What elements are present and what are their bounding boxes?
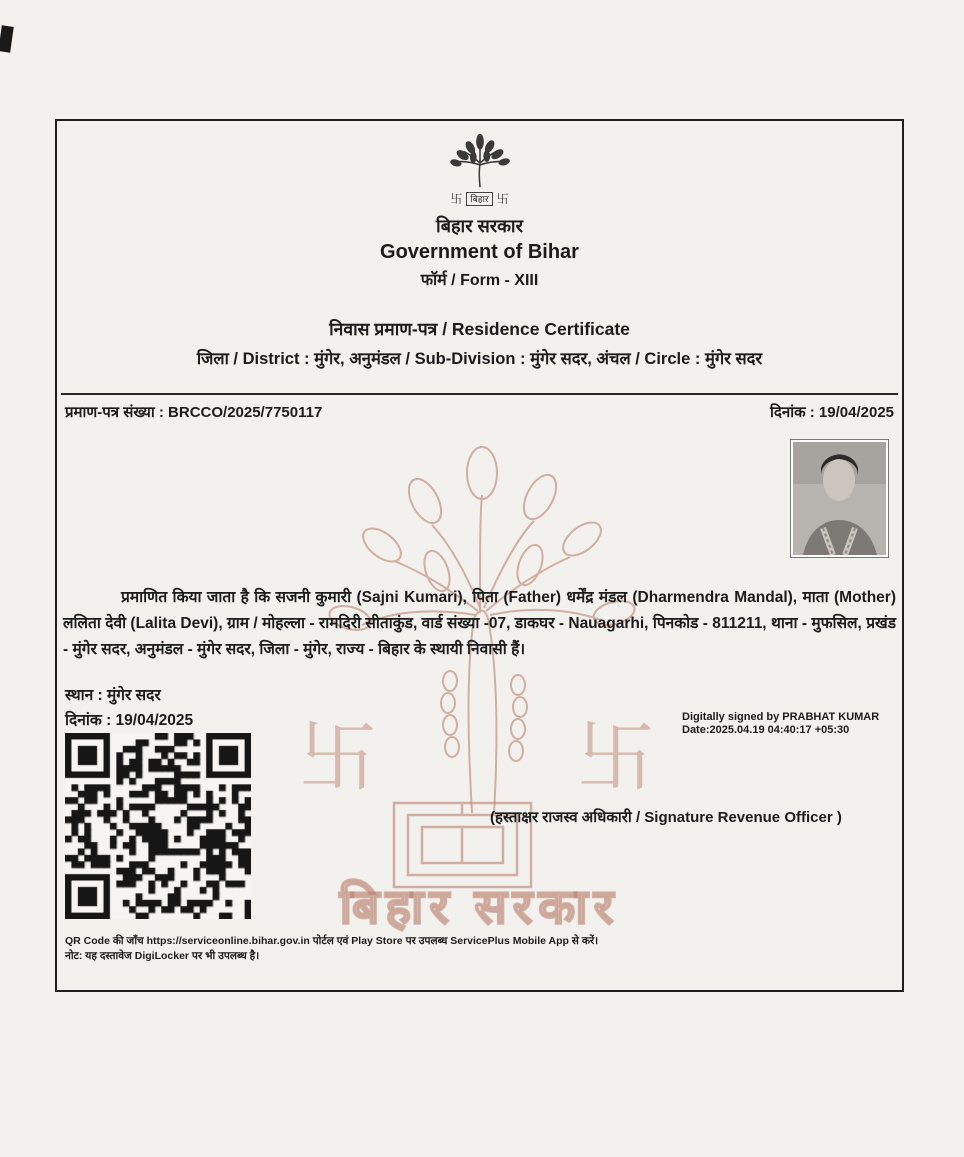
digital-signature-block [682, 711, 912, 737]
emblem-swastika-right-icon: 卐 [496, 192, 509, 206]
certificate-header [57, 131, 902, 369]
signoff-date-line: दिनांक : 19/04/2025 [65, 712, 194, 729]
watermark-swastika-left-icon: 卐 [299, 713, 378, 803]
digital-signature-line2: Date:2025.04.19 04:40:17 +05:30 [682, 724, 850, 736]
govt-name-english: Government of Bihar [380, 241, 579, 263]
qr-verification-note: QR Code की जाँच https://serviceonline.bihar.gov.in पोर्टल एवं Play Store पर उपलब्ध ServicePlus Mobile App से करें। [65, 935, 599, 947]
emblem-caption: बिहार [466, 192, 492, 206]
applicant-photo-image [793, 442, 886, 555]
qr-code [65, 733, 251, 919]
certificate-body-text: प्रमाणित किया जाता है कि सजनी कुमारी (Sajni Kumari), पिता (Father) धर्मेंद्र मंडल (Dharmendra Mandal), माता (Mother) ललिता देवी (Lalita Devi), ग्राम / मोहल्ला - रामदिरी सीताकुंड, वार्ड संख्या -07, डाकघर - Nauagarhi, पिनकोड - 811211, थाना - मुफसिल, प्रखंड - मुंगेर सदर, अनुमंडल - मुंगेर सदर, जिला - मुंगेर, राज्य - बिहार के स्थायी निवासी हैं। [63, 589, 896, 658]
emblem-swastika-left-icon: 卐 [450, 192, 463, 206]
watermark-text: बिहार सरकार [339, 881, 620, 934]
certificate-border [55, 119, 904, 992]
certificate-number: प्रमाण-पत्र संख्या : BRCCO/2025/7750117 [65, 404, 323, 421]
header-divider [61, 393, 898, 395]
govt-name-hindi: बिहार सरकार [436, 216, 523, 236]
place-line: स्थान : मुंगेर सदर [65, 687, 161, 704]
watermark-swastika-right-icon: 卐 [577, 713, 656, 803]
scan-artifact [0, 25, 14, 52]
bihar-emblem [57, 131, 902, 207]
footer-notes [65, 934, 894, 964]
issue-date: दिनांक : 19/04/2025 [770, 404, 894, 421]
certificate-title: निवास प्रमाण-पत्र / Residence Certificate [329, 319, 630, 339]
applicant-photo [790, 439, 889, 558]
meta-row [65, 402, 894, 422]
bihar-emblem-tree-icon [441, 131, 519, 189]
district-subdivision-circle-line: जिला / District : मुंगेर, अनुमंडल / Sub-Division : मुंगेर सदर, अंचल / Circle : मुंगेर सदर [196, 350, 763, 368]
form-number: फॉर्म / Form - XIII [420, 272, 539, 289]
digital-signature-line1: Digitally signed by PRABHAT KUMAR [682, 711, 880, 723]
emblem-base-row [450, 190, 508, 207]
digilocker-note: नोट: यह दस्तावेज DigiLocker पर भी उपलब्ध है। [65, 950, 260, 962]
signature-officer-label: (हस्ताक्षर राजस्व अधिकारी / Signature Revenue Officer ) [490, 809, 842, 826]
